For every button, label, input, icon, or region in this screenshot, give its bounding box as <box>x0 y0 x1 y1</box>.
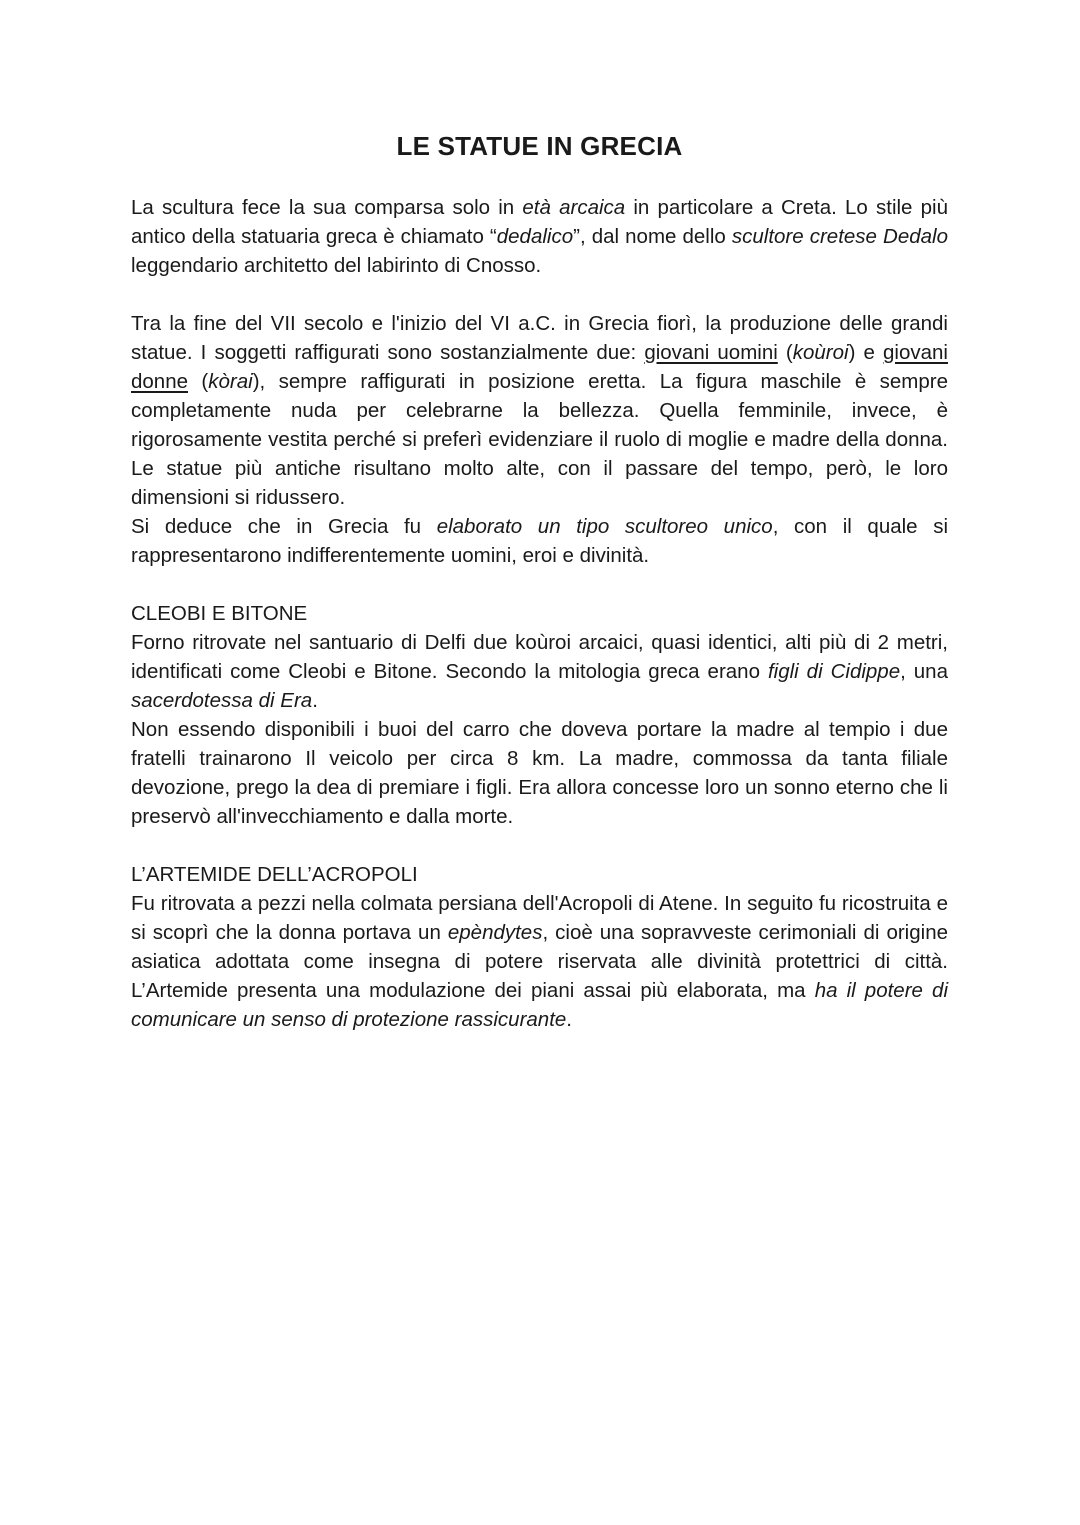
italic-run: kòrai <box>208 370 253 393</box>
section-heading-artemide: L’ARTEMIDE DELL’ACROPOLI <box>131 863 418 886</box>
text-run: , cioè una sopravveste cerimoniali di origine asiatica adottata come insegna di potere riservata alle divinità protettrici di città. L’Artemide presenta una modulazione dei piani assai più elaborata, ma <box>131 921 948 1002</box>
italic-run: ha il potere di comunicare un senso di protezione rassicurante <box>131 979 948 1031</box>
page-title: LE STATUE IN GRECIA <box>396 131 683 161</box>
text-run: La scultura fece la sua comparsa solo in <box>131 196 523 219</box>
cleobi-paragraph-1 <box>131 628 948 715</box>
text-run: leggendario architetto del labirinto di Cnosso. <box>131 254 542 277</box>
text-run: ( <box>777 341 793 364</box>
statues-paragraph <box>131 309 948 512</box>
italic-run: epèndytes <box>447 921 543 944</box>
italic-run: sacerdotessa di Era <box>131 689 313 712</box>
text-run: ( <box>188 370 209 393</box>
text-run: in particolare a Creta. Lo stile più antico della statuaria greca è chiamato “ <box>131 196 948 248</box>
text-run: Tra la fine del VII secolo e l'inizio del VI a.C. in Grecia fiorì, la produzione delle grandi statue. I soggetti raffigurati sono sostanzialmente due: <box>131 312 948 364</box>
paragraph-gap <box>131 570 948 599</box>
underlined-run: giovani donne <box>131 341 948 393</box>
italic-run: koùroi <box>792 341 849 364</box>
text-run: . <box>566 1008 572 1031</box>
text-run: Fu ritrovata a pezzi nella colmata persiana dell'Acropoli di Atene. In seguito fu ricostruita e si scoprì che la donna portava un <box>131 892 948 944</box>
paragraph-gap <box>131 280 948 309</box>
italic-run: dedalico <box>496 225 574 248</box>
text-run: Forno ritrovate nel santuario di Delfi due koùroi arcaici, quasi identici, alti più di 2 metri, identificati come Cleobi e Bitone. Secondo la mitologia greca erano <box>131 631 948 683</box>
text-run: ) e <box>848 341 884 364</box>
italic-run: figli di Cidippe <box>767 660 901 683</box>
text-run: ”, dal nome dello <box>573 225 732 248</box>
deduce-paragraph <box>131 512 948 570</box>
italic-run: elaborato un tipo scultoreo unico <box>436 515 773 538</box>
cleobi-paragraph-2: Non essendo disponibili i buoi del carro che doveva portare la madre al tempio i due fratelli trainarono Il veicolo per circa 8 km. La madre, commossa da tanta filiale devozione, prego la dea di premiare i figli. Era allora concesse loro un sonno eterno che li preservò all'invecchiamento e dalla morte. <box>131 718 948 828</box>
text-run: Si deduce che in Grecia fu <box>131 515 437 538</box>
italic-run: scultore cretese Dedalo <box>731 225 948 248</box>
text-run: . <box>312 689 318 712</box>
section-heading-cleobi: CLEOBI E BITONE <box>131 602 308 625</box>
text-run: , con il quale si rappresentarono indifferentemente uomini, eroi e divinità. <box>131 515 949 567</box>
document-page <box>131 128 948 1034</box>
artemide-paragraph <box>131 889 948 1034</box>
underlined-run: giovani uomini <box>644 341 778 364</box>
paragraph-gap <box>131 831 948 860</box>
text-run: ), sempre raffigurati in posizione eretta. La figura maschile è sempre completamente nuda per celebrarne la bellezza. Quella femminile, invece, è rigorosamente vestita perché si preferì evidenziare il ruolo di moglie e madre della donna. Le statue più antiche risultano molto alte, con il passare del tempo, però, le loro dimensioni si ridussero. <box>131 370 948 509</box>
text-run: , una <box>900 660 948 683</box>
intro-paragraph <box>131 193 948 280</box>
italic-run: età arcaica <box>522 196 626 219</box>
